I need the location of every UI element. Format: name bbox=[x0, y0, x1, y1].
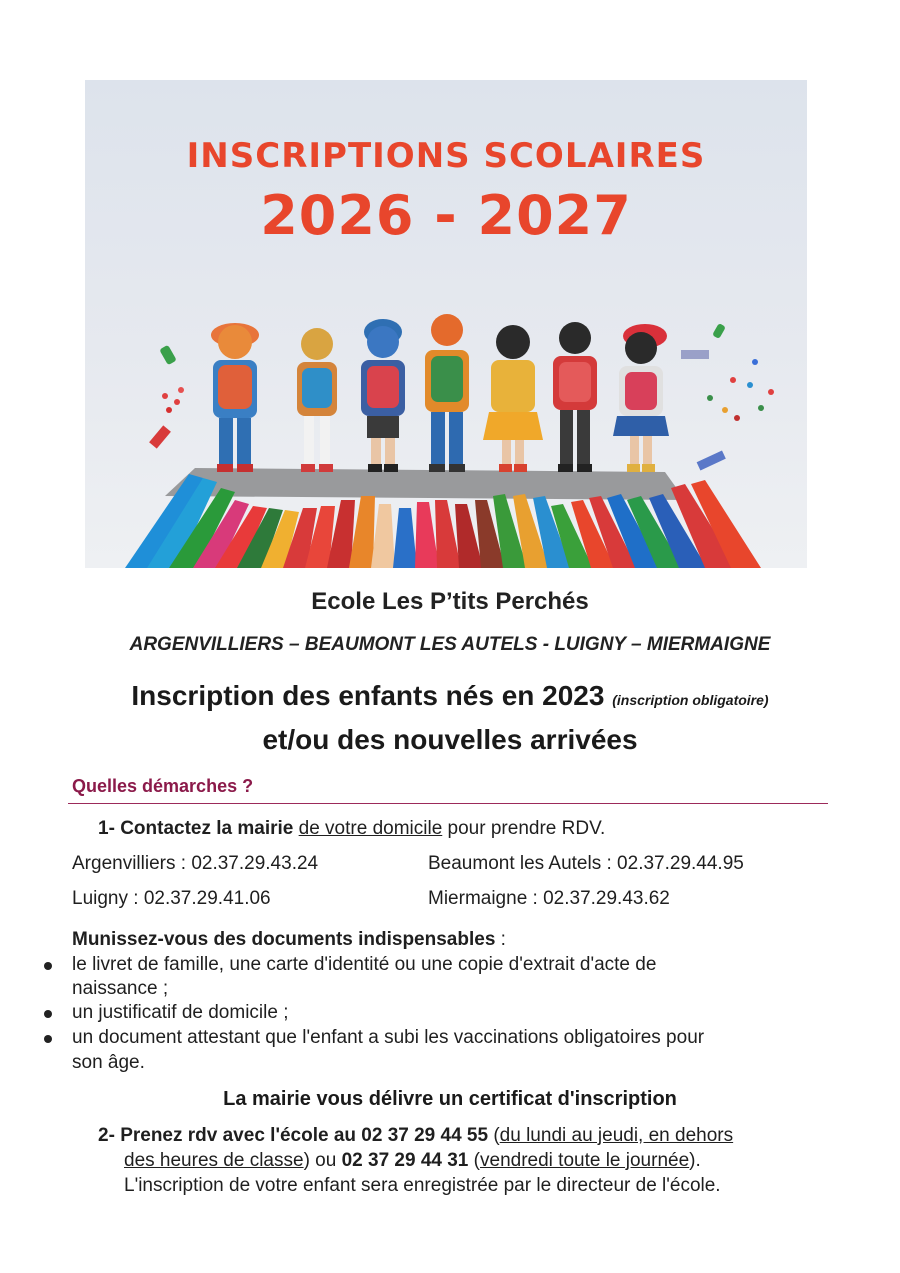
phone-miermaigne: Miermaigne : 02.37.29.43.62 bbox=[428, 888, 670, 909]
bullet-icon bbox=[44, 962, 52, 970]
step2-friday-phone: 02 37 29 44 31 bbox=[341, 1150, 469, 1171]
headline-line1 bbox=[0, 680, 900, 712]
headline-main: Inscription des enfants nés en 2023 bbox=[131, 680, 605, 711]
bullet-icon bbox=[44, 1035, 52, 1043]
headline-line2: et/ou des nouvelles arrivées bbox=[262, 724, 638, 755]
section-divider bbox=[68, 803, 828, 804]
child-figures bbox=[211, 314, 669, 472]
doc-item-2: un justificatif de domicile ; bbox=[72, 1002, 289, 1023]
step2-friday-hours: vendredi toute le journée bbox=[480, 1150, 690, 1171]
school-name: Ecole Les P’tits Perchés bbox=[311, 588, 589, 615]
step1-number: 1- bbox=[98, 818, 115, 839]
step2-number: 2- bbox=[98, 1125, 115, 1146]
banner-title: INSCRIPTIONS SCOLAIRES bbox=[186, 136, 706, 176]
doc-item-1-line1: le livret de famille, une carte d'identité ou une copie d'extrait d'acte de bbox=[72, 954, 657, 975]
communes-list: ARGENVILLIERS – BEAUMONT LES AUTELS - LUIGNY – MIERMAIGNE bbox=[129, 634, 771, 655]
step1-bold: Contactez la mairie bbox=[120, 818, 294, 839]
documents-title-suffix: : bbox=[495, 929, 506, 950]
step2-line1 bbox=[98, 1125, 733, 1147]
doc-item-3-line2: son âge. bbox=[72, 1052, 145, 1073]
step2-school-phone: Prenez rdv avec l'école au 02 37 29 44 55 bbox=[120, 1125, 489, 1146]
step2-line2 bbox=[124, 1150, 701, 1172]
step2-line3: L'inscription de votre enfant sera enregistrée par le directeur de l'école. bbox=[124, 1175, 721, 1196]
certificate-note: La mairie vous délivre un certificat d'inscription bbox=[223, 1088, 677, 1110]
banner-year: 2026 - 2027 bbox=[260, 184, 632, 247]
paren-open-2: ( bbox=[468, 1150, 480, 1171]
phone-luigny: Luigny : 02.37.29.41.06 bbox=[72, 888, 271, 909]
step1-underlined: de votre domicile bbox=[298, 818, 443, 839]
documents-title: Munissez-vous des documents indispensables bbox=[72, 929, 496, 950]
paren-close-2: ). bbox=[689, 1150, 701, 1171]
section-title: Quelles démarches ? bbox=[72, 776, 254, 796]
paren-close: ) ou bbox=[303, 1150, 342, 1171]
phone-beaumont: Beaumont les Autels : 02.37.29.44.95 bbox=[428, 853, 744, 874]
banner-image bbox=[85, 80, 807, 568]
documents-title-line bbox=[72, 929, 506, 951]
paren-open: ( bbox=[488, 1125, 500, 1146]
bullet-icon bbox=[44, 1010, 52, 1018]
step2-hours-b: des heures de classe bbox=[124, 1150, 304, 1171]
doc-item-3-line1: un document attestant que l'enfant a subi les vaccinations obligatoires pour bbox=[72, 1027, 705, 1048]
phone-argenvilliers: Argenvilliers : 02.37.29.43.24 bbox=[72, 853, 319, 874]
step2-hours-a: du lundi au jeudi, en dehors bbox=[499, 1125, 734, 1146]
doc-item-1-line2: naissance ; bbox=[72, 978, 169, 999]
step1-rest: pour prendre RDV. bbox=[447, 818, 606, 839]
headline-note: (inscription obligatoire) bbox=[612, 692, 769, 708]
step1-line bbox=[98, 818, 605, 840]
